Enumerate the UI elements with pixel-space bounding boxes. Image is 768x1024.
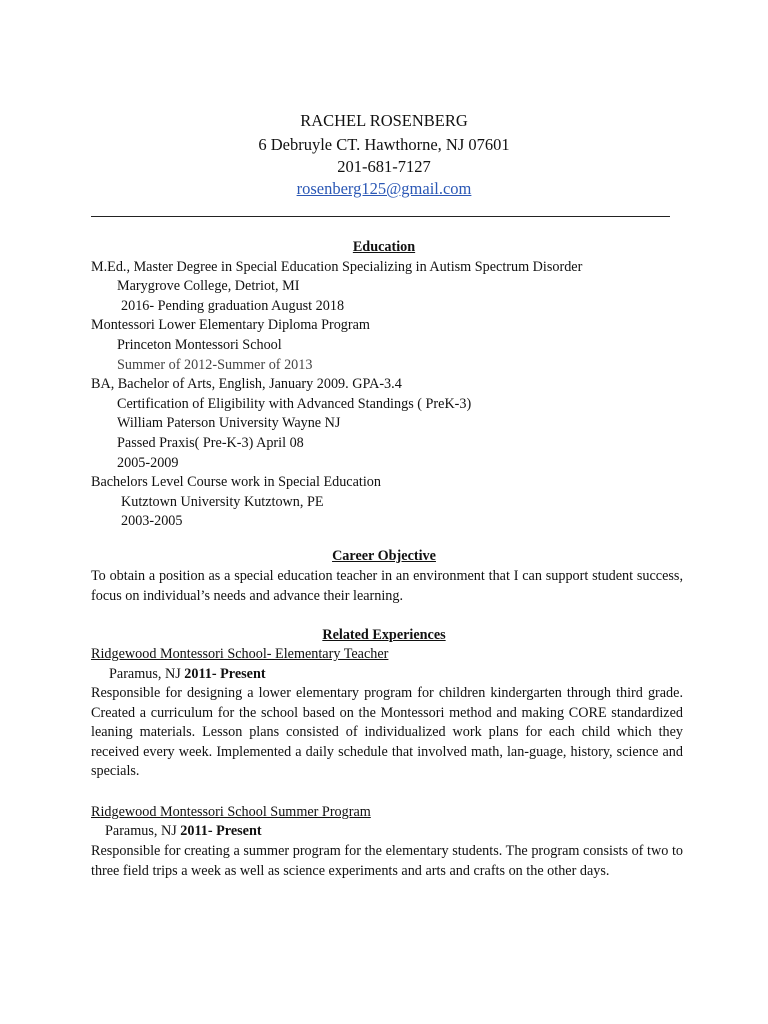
applicant-email-link[interactable]: rosenberg125@gmail.com xyxy=(296,179,472,198)
job-location: Paramus, NJ xyxy=(109,666,181,682)
job-location-line xyxy=(105,822,262,842)
job-dates: 2011- Present xyxy=(180,823,262,839)
education-line: Certification of Eligibility with Advanced Standings ( PreK-3) xyxy=(117,396,472,412)
applicant-name: RACHEL ROSENBERG xyxy=(300,111,468,130)
education-line: Montessori Lower Elementary Diploma Program xyxy=(91,317,370,333)
education-line: M.Ed., Master Degree in Special Education Specializing in Autism Spectrum Disorder xyxy=(91,259,583,275)
education-line: Kutztown University Kutztown, PE xyxy=(121,494,324,510)
job-dates: 2011- Present xyxy=(184,666,266,682)
education-line: 2005-2009 xyxy=(117,455,179,471)
applicant-email-line xyxy=(0,178,768,199)
education-line: William Paterson University Wayne NJ xyxy=(117,415,341,431)
objective-heading: Career Objective xyxy=(332,548,436,564)
applicant-phone: 201-681-7127 xyxy=(337,157,431,176)
education-line: 2003-2005 xyxy=(121,513,183,529)
education-line: Bachelors Level Course work in Special Education xyxy=(91,474,381,490)
education-heading: Education xyxy=(352,239,416,255)
education-line: Marygrove College, Detriot, MI xyxy=(117,278,300,294)
education-line: Summer of 2012-Summer of 2013 xyxy=(117,357,313,373)
education-line: 2016- Pending graduation August 2018 xyxy=(121,298,345,314)
job-description: Responsible for designing a lower elementary program for children kindergarten through third grade. Created a curriculum for the school based on the Montessori method and making CORE standardized leaning materials. Lesson plans consisted of individualized work plans for each child which they received every week. Implemented a daily schedule that involved math, lan-guage, history, science and specials. xyxy=(91,685,683,780)
education-line: Princeton Montessori School xyxy=(117,337,282,353)
job-description: Responsible for creating a summer program for the elementary students. The program consists of two to three field trips a week as well as science experiments and arts and crafts on the other days. xyxy=(91,843,683,879)
education-line: BA, Bachelor of Arts, English, January 2009. GPA-3.4 xyxy=(91,376,402,392)
job-location-line xyxy=(109,665,266,685)
applicant-address: 6 Debruyle CT. Hawthorne, NJ 07601 xyxy=(258,135,510,154)
header-divider xyxy=(91,216,670,217)
objective-text: To obtain a position as a special education teacher in an environment that I can support student success, focus on individual’s needs and advance their learning. xyxy=(91,568,683,604)
job-location: Paramus, NJ xyxy=(105,823,177,839)
education-line: Passed Praxis( Pre-K-3) April 08 xyxy=(117,435,304,451)
job-heading: Ridgewood Montessori School Summer Program xyxy=(91,804,371,820)
job-heading: Ridgewood Montessori School- Elementary Teacher xyxy=(91,646,389,662)
experience-heading: Related Experiences xyxy=(322,627,446,643)
